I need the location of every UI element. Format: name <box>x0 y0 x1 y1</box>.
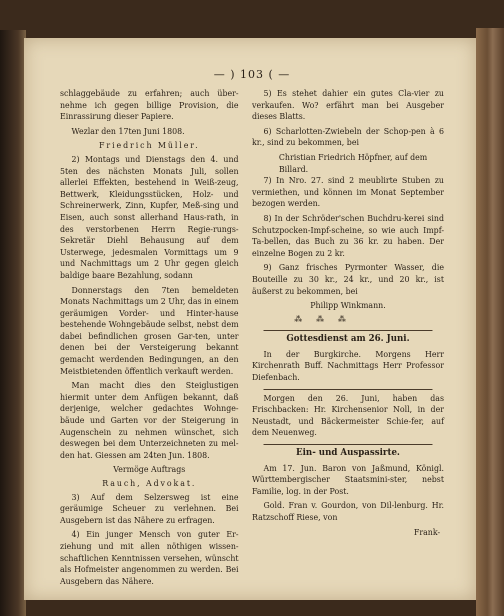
notice-2-announcement: Man macht dies den Steiglustigen hiermit unter dem Anfügen bekannt, daß derjenige, welcher gedachtes Wohnge-bäude und Garten vor der Steigerung in Augenschein zu nehmen wünschet, sich deswegen bei dem Unterzeichneten zu mel-den hat. Giessen am 24ten Jun. 1808. <box>60 380 239 460</box>
section-rule <box>264 330 433 331</box>
ornament-divider: ⁂ ⁂ ⁂ <box>294 313 352 324</box>
catchword: Frank- <box>413 526 441 537</box>
notice-5: 5) Es stehet dahier ein gutes Cla-vier zu verkaufen. Wo? erfährt man bei Ausgeber dieses Blatts. <box>252 88 444 122</box>
notice-2-continued: Donnerstags den 7ten bemeldeten Monats Nachmittags um 2 Uhr, das in einem geräumigen Vorder- und Hinter-hause bestehende Wohngebäude selbst, nebst dem dabei befindlichen grosen Gar-ten, unter denen bei der Versteigerung bekannt gemacht werdenden Bedingungen, an den Meistbietenden öffentlich verkauft werden. <box>60 284 239 376</box>
left-column <box>60 88 239 590</box>
arrivals-entry-1: Am 17. Jun. Baron von Jaßmund, Königl. Württembergischer Staatsmini-ster, nebst Familie, log. in der Post. <box>252 462 444 496</box>
baking-notice: Morgen den 26. Juni, haben das Frischbacken: Hr. Kirchensenior Noll, in der Neustadt, und Bäckermeister Schie-fer, auf dem Neuenweg. <box>252 392 444 438</box>
arrivals-entry-2: Gold. Fran v. Gourdon, von Dil-lenburg. Hr. Ratzschoff Riese, von <box>252 500 444 522</box>
notice-2-signature-line1: Vermöge Auftrags <box>113 464 186 475</box>
notice-8: 8) In der Schröder'schen Buchdru-kerei sind Schutzpocken-Impf-scheine, so wie auch Impf-Ta-bellen, das Buch zu 36 kr. zu haben. Der einzelne Bogen zu 2 kr. <box>252 212 444 258</box>
section-rule-3 <box>264 444 433 445</box>
book-edge <box>476 28 504 616</box>
right-column <box>252 88 444 538</box>
notice-9: 9) Ganz frisches Pyrmonter Wasser, die Bouteille zu 30 kr., 24 kr., und 20 kr., ist äußerst zu bekommen, bei <box>252 262 444 296</box>
notice-7: 7) In Nro. 27. sind 2 meublirte Stuben zu vermiethen, und können im Monat September bezogen werden. <box>252 175 444 209</box>
notice-3: 3) Auf dem Selzersweg ist eine geräumige Scheuer zu verlehnen. Bei Ausgebern ist das Nähere zu erfragen. <box>60 491 239 525</box>
notice-2-signature-line2: Rauch, Advokat. <box>102 478 197 488</box>
notice-9-signature: Philipp Winkmann. <box>310 300 386 311</box>
notice-1-signature: Friedrich Müller. <box>99 140 200 151</box>
notice-2: 2) Montags und Dienstags den 4. und 5ten des nächsten Monats Juli, sollen allerlei Effekten, bestehend in Weiß-zeug, Bettwerk, Kleidungsstücken, Holz- und Schreinerwerk, Zinn, Kupfer, Meß-sing und Eisen, auch sonst allerhand Haus-rath, in des verstorbenen Herrn Regie-rungs-Sekretär Diehl Behausung auf dem Usterwege, jedesmalen Vormittags um 9 und Nachmittags um 2 Uhr gegen gleich baldige baare Bezahlung, sodann <box>60 153 239 280</box>
notice-4: 4) Ein junger Mensch von guter Er-ziehung und mit allen nöthigen wissen-schaftlichen Kenntnissen versehen, wünscht als Hofmeister angenommen zu werden. Bei Ausgebern das Nähere. <box>60 529 239 586</box>
page-number-header: — ) 103 ( — <box>213 68 291 81</box>
book-spine <box>0 30 26 616</box>
notice-1-date: Wezlar den 17ten Juni 1808. <box>71 125 185 136</box>
arrivals-heading: Ein- und Auspassirte. <box>296 448 400 459</box>
notice-6-signature: Christian Friedrich Höpfner, auf dem Billard. <box>278 151 428 174</box>
church-service-heading: Gottesdienst am 26. Juni. <box>286 334 410 345</box>
church-service-text: In der Burgkirche. Morgens Herr Kirchenrath Buff. Nachmittags Herr Professor Diefenbach. <box>252 348 444 383</box>
section-rule-2 <box>264 389 433 390</box>
notice-1-end: schlaggebäude zu erfahren; auch über-nehme ich gegen billige Provision, die Einrassirung dieser Papiere. <box>60 88 239 122</box>
notice-6: 6) Scharlotten-Zwiebeln der Schop-pen à 6 kr., sind zu bekommen, bei <box>252 125 444 148</box>
